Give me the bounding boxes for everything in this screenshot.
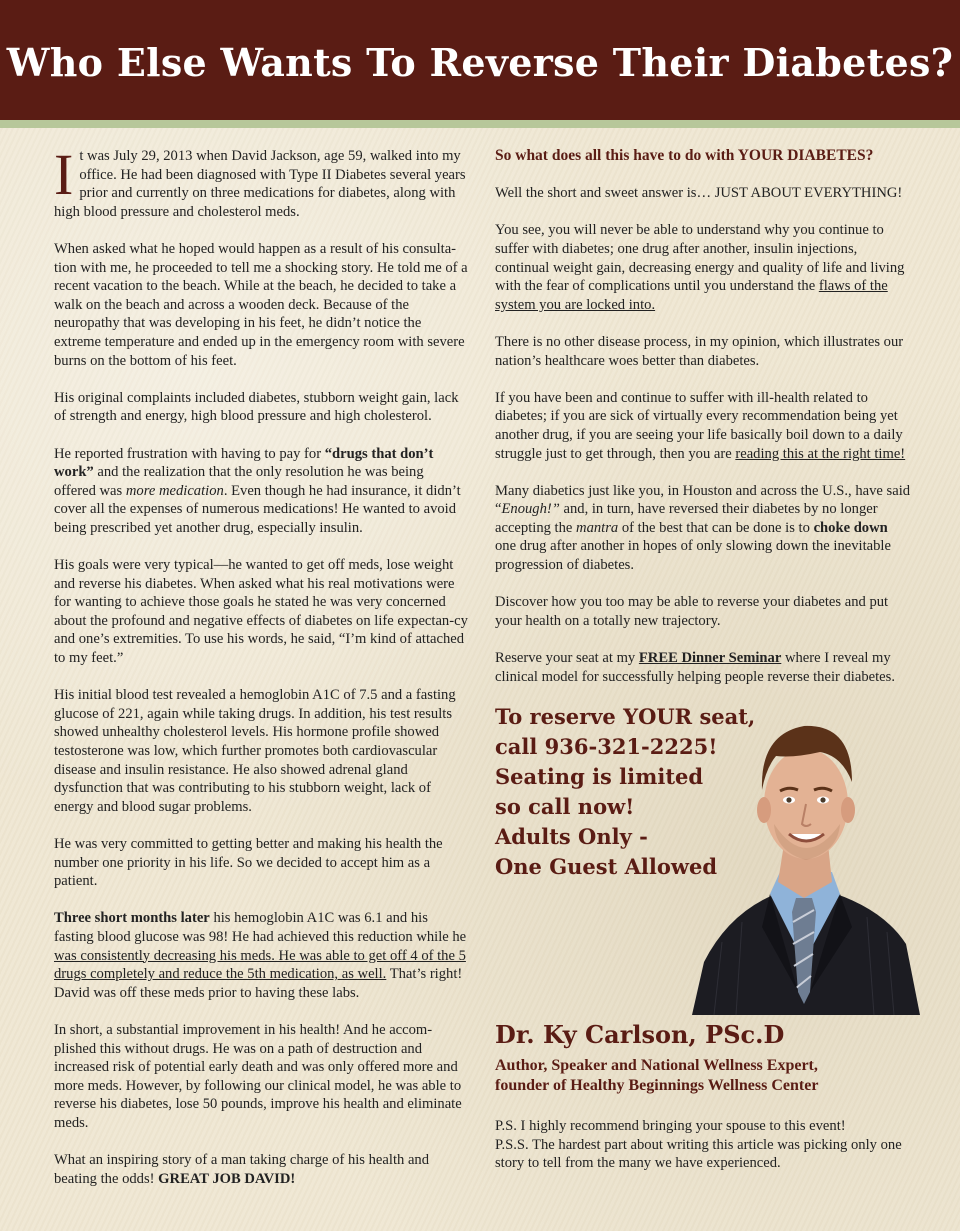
paragraph-text: . Even though he had insurance, it didn’t cover all the expenses of numerous medications! He wanted to avoid being prescribed yet another drug, especially insulin. <box>54 482 461 536</box>
story-paragraph: His initial blood test revealed a hemoglobin A1C of 7.5 and a fasting glucose of 221, again while taking drugs. In addition, his test results showed unhealthy cholesterol levels. His hormone profile showed testosterone was low, which further promotes both cardiovascular disease and insulin resistance. He also showed adrenal gland dysfunction that was contributing to his stubborn weight, lack of energy and blood sugar problems. <box>54 687 456 815</box>
paragraph-text: Many diabetics just like you, in Houston and across the U.S., have said “ <box>495 482 911 518</box>
body-paragraph <box>495 649 911 686</box>
story-paragraph: In short, a substantial improvement in his health! And he accom-plished this without drugs. He was on a path of destruction and increased risk of potential early death and was only offered more and more meds. However, by following our clinical model, he was able to reverse his diabetes, lose 50 pounds, improve his health and eliminate meds. <box>54 1021 462 1131</box>
story-paragraph <box>54 1151 468 1188</box>
paragraph-text: one drug after another in hopes of only slowing down the inevitable progression of diabetes. <box>495 538 891 574</box>
paragraph-text: He reported frustration with having to pay for <box>54 445 325 462</box>
credentials-line: founder of Healthy Beginnings Wellness Center <box>495 1077 819 1094</box>
left-column <box>54 142 468 1207</box>
story-paragraph: When asked what he hoped would happen as a result of his consulta-tion with me, he proceeded to tell me a shocking story. He told me of a recent vacation to the beach. While at the beach, he decided to take a walk on the beach and across a wooden deck. Because of the neuropathy that was developing in his feet, he didn’t notice the extreme temperature and ended up in the emergency room with severe burns on the bottom of his feet. <box>54 240 468 369</box>
drop-cap: I <box>54 142 74 207</box>
section-heading: So what does all this have to do with YOUR DIABETES? <box>495 147 874 164</box>
story-paragraph <box>54 909 468 1002</box>
pss-line: P.S.S. The hardest part about writing this article was picking only one story to tell from the many we have experienced. <box>495 1136 902 1172</box>
header-banner <box>0 0 960 120</box>
emphasis-text: Three short months later <box>54 910 210 927</box>
body-paragraph: Discover how you too may be able to reverse your diabetes and put your health on a totally new trajectory. <box>495 594 889 629</box>
cta-line: One Guest Allowed <box>495 854 718 879</box>
paragraph-text: If you have been and continue to suffer with ill-health related to diabetes; if you are sick of virtually every recommendation being yet another drug, if you are seeing your life basically boil down to a daily struggle just to get through, then you are <box>495 389 903 462</box>
cta-line: so call now! <box>495 794 635 819</box>
body-paragraph: Well the short and sweet answer is… JUST ABOUT EVERYTHING! <box>495 185 903 202</box>
seminar-link-text: FREE Dinner Seminar <box>638 650 782 667</box>
body-paragraph <box>495 482 911 575</box>
story-paragraph: His goals were very typical—he wanted to get off meds, lose weight and reverse his diabetes. When asked what his real motivations were for wanting to achieve those goals he stated he was very concerned about the profound and negative effects of diabetes on life expectan-cy and one’s extremities. To use his words, he said, “I’m kind of attached to my feet.” <box>54 557 468 667</box>
paragraph-text: where I reveal my clinical model for successfully helping people reverse their diabetes. <box>495 650 895 685</box>
emphasis-text: “drugs that don’t work” <box>54 445 434 481</box>
paragraph-text: That’s right! David was off these meds prior to having these labs. <box>54 966 463 1001</box>
doctor-credentials <box>495 1056 915 1096</box>
paragraph-text: t was July 29, 2013 when David Jackson, age 59, walked into my office. He had been diagnosed with Type II Diabetes several years prior and currently on three medications for diabetes, along with high blood pressure and cholesterol meds. <box>54 148 466 220</box>
doctor-name: Dr. Ky Carlson, PSc.D <box>495 1020 785 1049</box>
page-title: Who Else Wants To Reverse Their Diabetes? <box>6 39 954 85</box>
story-paragraph <box>54 445 468 538</box>
story-paragraph: He was very committed to getting better and making his health the number one priority in his life. So we decided to accept him as a patient. <box>54 835 443 890</box>
credentials-line: Author, Speaker and National Wellness Expert, <box>495 1057 818 1074</box>
underlined-text: flaws of the system you are locked into. <box>495 278 888 313</box>
paragraph-text: Reserve your seat at my <box>495 650 639 667</box>
italic-text: more medication <box>125 482 224 499</box>
body-paragraph <box>495 221 911 314</box>
body-paragraph <box>495 389 911 463</box>
body-paragraph: There is no other disease process, in my opinion, which illustrates our nation’s healthcare woes better than diabetes. <box>495 333 904 369</box>
divider <box>0 120 960 128</box>
cta-line: Seating is limited <box>495 764 704 789</box>
underlined-text: reading this at the right time! <box>735 445 906 462</box>
doctor-portrait <box>692 712 920 1015</box>
emphasis-text: GREAT JOB DAVID! <box>158 1170 296 1187</box>
cta-line: Adults Only - <box>495 824 648 849</box>
paragraph-text: What an inspiring story of a man taking charge of his health and beating the odds! <box>54 1152 430 1187</box>
ps-line: P.S. I highly recommend bringing your spouse to this event! <box>495 1118 846 1134</box>
postscript <box>495 1117 915 1173</box>
emphasis-text: choke down <box>813 519 888 536</box>
cta-line: To reserve YOUR seat, <box>495 704 756 729</box>
paragraph-text: of the best that can be done is to <box>618 519 814 536</box>
paragraph-text: You see, you will never be able to understand why you continue to suffer with diabetes; one drug after another, insulin injections, continual weight gain, decreasing energy and quality of life and living with the fear of complications until you understand the <box>495 222 905 295</box>
italic-text: mantra <box>576 519 619 536</box>
paragraph-text: and the realization that the only resolution he was being offered was <box>54 464 424 499</box>
cta-phone-line: call 936-321-2225! <box>495 734 718 759</box>
paragraph-text: and, in turn, have reversed their diabetes by no longer accepting the <box>495 501 878 536</box>
italic-text: Enough!” <box>501 501 560 518</box>
underlined-text: was consistently decreasing his meds. He was able to get off 4 of the 5 drugs completely and reduce the 5th medication, as well. <box>54 947 466 983</box>
story-paragraph <box>54 142 468 221</box>
right-column <box>495 147 911 705</box>
paragraph-text: his hemoglobin A1C was 6.1 and his fasting blood glucose was 98! He had achieved this reduction while he <box>54 910 467 945</box>
story-paragraph: His original complaints included diabetes, stubborn weight gain, lack of strength and energy, high blood pressure and high cholesterol. <box>54 389 459 425</box>
